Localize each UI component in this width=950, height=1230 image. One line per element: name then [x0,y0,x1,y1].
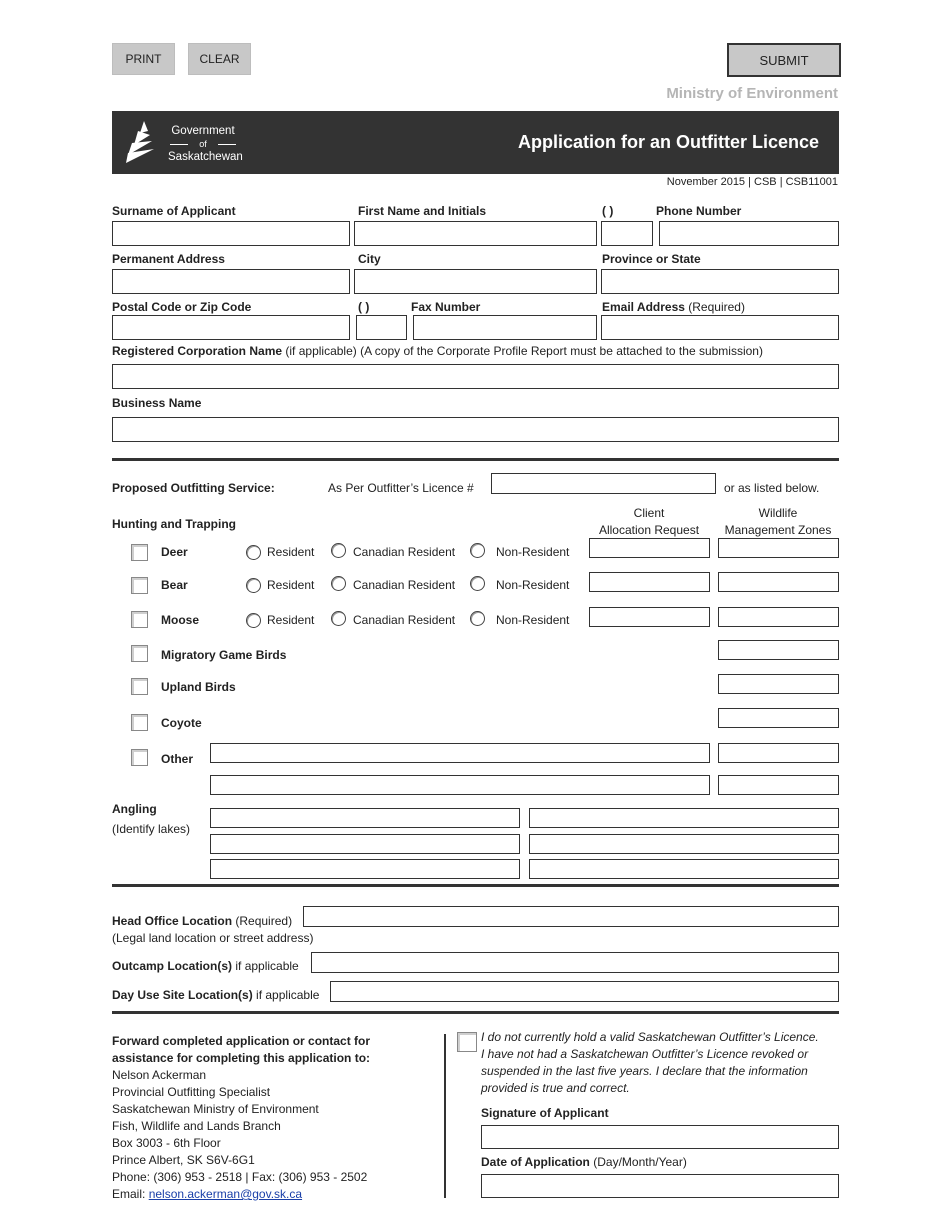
nonresident-label: Non-Resident [496,613,570,627]
coyote-wmz-input[interactable] [718,708,839,728]
fax-area-input[interactable] [356,315,407,340]
surname-input[interactable] [112,221,350,246]
other-label: Other [161,752,194,766]
bear-nonresident-radio[interactable] [470,576,485,591]
moose-checkbox[interactable] [131,611,148,628]
service-label: Proposed Outfitting Service: [112,481,275,495]
saskatchewan-logo-icon [124,119,160,165]
contact-line: Phone: (306) 953 - 2518 | Fax: (306) 953 - 2502 [112,1170,368,1184]
lake-input-6[interactable] [529,859,839,879]
divider [112,884,839,887]
other-description-input-2[interactable] [210,775,710,795]
angling-label: Angling [112,802,157,816]
lake-input-1[interactable] [210,808,520,828]
deer-allocation-input[interactable] [589,538,710,558]
bear-resident-radio[interactable] [246,578,261,593]
deer-canadian-radio[interactable] [331,543,346,558]
bear-allocation-input[interactable] [589,572,710,592]
postal-label: Postal Code or Zip Code [112,300,252,314]
date-input[interactable] [481,1174,839,1198]
address-label: Permanent Address [112,252,225,266]
fax-input[interactable] [413,315,597,340]
upland-label: Upland Birds [161,680,236,694]
head-office-input[interactable] [303,906,839,927]
declaration-text: I do not currently hold a valid Saskatchewan Outfitter’s Licence. I have not had a Saskatchewan Outfitter’s Licence revoked or suspended in the last five years. I declare that the information provided is true and correct. [481,1030,819,1095]
deer-label: Deer [161,545,188,559]
page-title: Application for an Outfitter Licence [517,132,819,152]
head-office-label: Head Office Location (Required) [112,914,293,928]
other-checkbox[interactable] [131,749,148,766]
canadian-label: Canadian Resident [353,613,456,627]
postal-input[interactable] [112,315,350,340]
bear-checkbox[interactable] [131,577,148,594]
upland-checkbox[interactable] [131,678,148,695]
head-office-note: (Legal land location or street address) [112,931,314,945]
upland-wmz-input[interactable] [718,674,839,694]
bear-canadian-radio[interactable] [331,576,346,591]
moose-resident-radio[interactable] [246,613,261,628]
resident-label: Resident [267,613,315,627]
dayuse-label: Day Use Site Location(s) if applicable [112,988,320,1002]
ministry-name: Ministry of Environment [666,85,838,102]
signature-input[interactable] [481,1125,839,1149]
clear-button[interactable]: CLEAR [188,43,251,75]
contact-line: Provincial Outfitting Specialist [112,1085,271,1099]
other-description-input-1[interactable] [210,743,710,763]
city-label: City [358,252,381,266]
vertical-divider [444,1034,446,1198]
contact-email-link[interactable]: nelson.ackerman@gov.sk.ca [148,1187,303,1201]
corp-input[interactable] [112,364,839,389]
contact-line: Fish, Wildlife and Lands Branch [112,1119,281,1133]
moose-allocation-input[interactable] [589,607,710,627]
coyote-checkbox[interactable] [131,714,148,731]
divider [112,458,839,461]
divider [112,1011,839,1014]
phone-label: Phone Number [656,204,742,218]
address-input[interactable] [112,269,350,294]
deer-resident-radio[interactable] [246,545,261,560]
lake-input-4[interactable] [529,834,839,854]
resident-label: Resident [267,578,315,592]
nonresident-label: Non-Resident [496,578,570,592]
lake-input-3[interactable] [210,834,520,854]
other-wmz-input-1[interactable] [718,743,839,763]
business-input[interactable] [112,417,839,442]
outcamp-label: Outcamp Location(s) if applicable [112,959,299,973]
submit-button[interactable]: SUBMIT [727,43,841,77]
business-label: Business Name [112,396,202,410]
fax-area-label: ( ) [358,300,370,314]
lake-input-5[interactable] [210,859,520,879]
moose-nonresident-radio[interactable] [470,611,485,626]
contact-line: Box 3003 - 6th Floor [112,1136,221,1150]
angling-note: (Identify lakes) [112,822,191,836]
first-name-label: First Name and Initials [358,204,487,218]
deer-nonresident-radio[interactable] [470,543,485,558]
migratory-wmz-input[interactable] [718,640,839,660]
email-label: Email Address (Required) [602,300,745,314]
form-meta: November 2015 | CSB | CSB11001 [666,176,838,188]
city-input[interactable] [354,269,597,294]
wmz-header: Wildlife Management Zones [724,506,832,537]
contact-line: Prince Albert, SK S6V-6G1 [112,1153,255,1167]
migratory-label: Migratory Game Birds [161,648,287,662]
date-label: Date of Application (Day/Month/Year) [481,1155,687,1169]
print-button[interactable]: PRINT [112,43,175,75]
first-name-input[interactable] [354,221,597,246]
hunting-label: Hunting and Trapping [112,517,236,531]
lake-input-2[interactable] [529,808,839,828]
canadian-label: Canadian Resident [353,545,456,559]
bear-wmz-input[interactable] [718,572,839,592]
nonresident-label: Non-Resident [496,545,570,559]
fax-label: Fax Number [411,300,481,314]
dayuse-input[interactable] [330,981,839,1002]
contact-block: Forward completed application or contact for assistance for completing this application to: Nelson Ackerman Provincial Outfitting Specialist Saskatchewan Ministry of Environment Fish, Wildlife and Lands Branch Box 3003 - 6th Floor Prince Albert, SK S6V-6G1 Phone: (306) 953 - 2518 | Fax: (306) 953 - 2502 Email: nelson.ackerman@gov.sk.ca [112,1034,371,1201]
declaration-checkbox[interactable] [457,1032,477,1052]
bear-label: Bear [161,578,188,592]
email-input[interactable] [601,315,839,340]
government-wordmark: Government of Saskatchewan [168,125,243,163]
canadian-label: Canadian Resident [353,578,456,592]
contact-line: Nelson Ackerman [112,1068,207,1082]
outcamp-input[interactable] [311,952,839,973]
deer-checkbox[interactable] [131,544,148,561]
province-input[interactable] [601,269,839,294]
phone-area-label: ( ) [602,204,614,218]
contact-line: Saskatchewan Ministry of Environment [112,1102,319,1116]
phone-area-input[interactable] [601,221,653,246]
corp-label: Registered Corporation Name (if applicable) (A copy of the Corporate Profile Report must be attached to the submission) [112,344,763,358]
province-label: Province or State [602,252,701,266]
header-band [112,111,839,174]
resident-label: Resident [267,545,315,559]
migratory-checkbox[interactable] [131,645,148,662]
surname-label: Surname of Applicant [112,204,236,218]
moose-wmz-input[interactable] [718,607,839,627]
coyote-label: Coyote [161,716,202,730]
moose-label: Moose [161,613,200,627]
moose-canadian-radio[interactable] [331,611,346,626]
other-wmz-input-2[interactable] [718,775,839,795]
phone-input[interactable] [659,221,839,246]
or-listed-label: or as listed below. [724,481,820,495]
client-allocation-header: Client Allocation Request [598,506,700,537]
deer-wmz-input[interactable] [718,538,839,558]
signature-label: Signature of Applicant [481,1106,609,1120]
as-per-label: As Per Outfitter’s Licence # [328,481,474,495]
licence-number-input[interactable] [491,473,716,494]
